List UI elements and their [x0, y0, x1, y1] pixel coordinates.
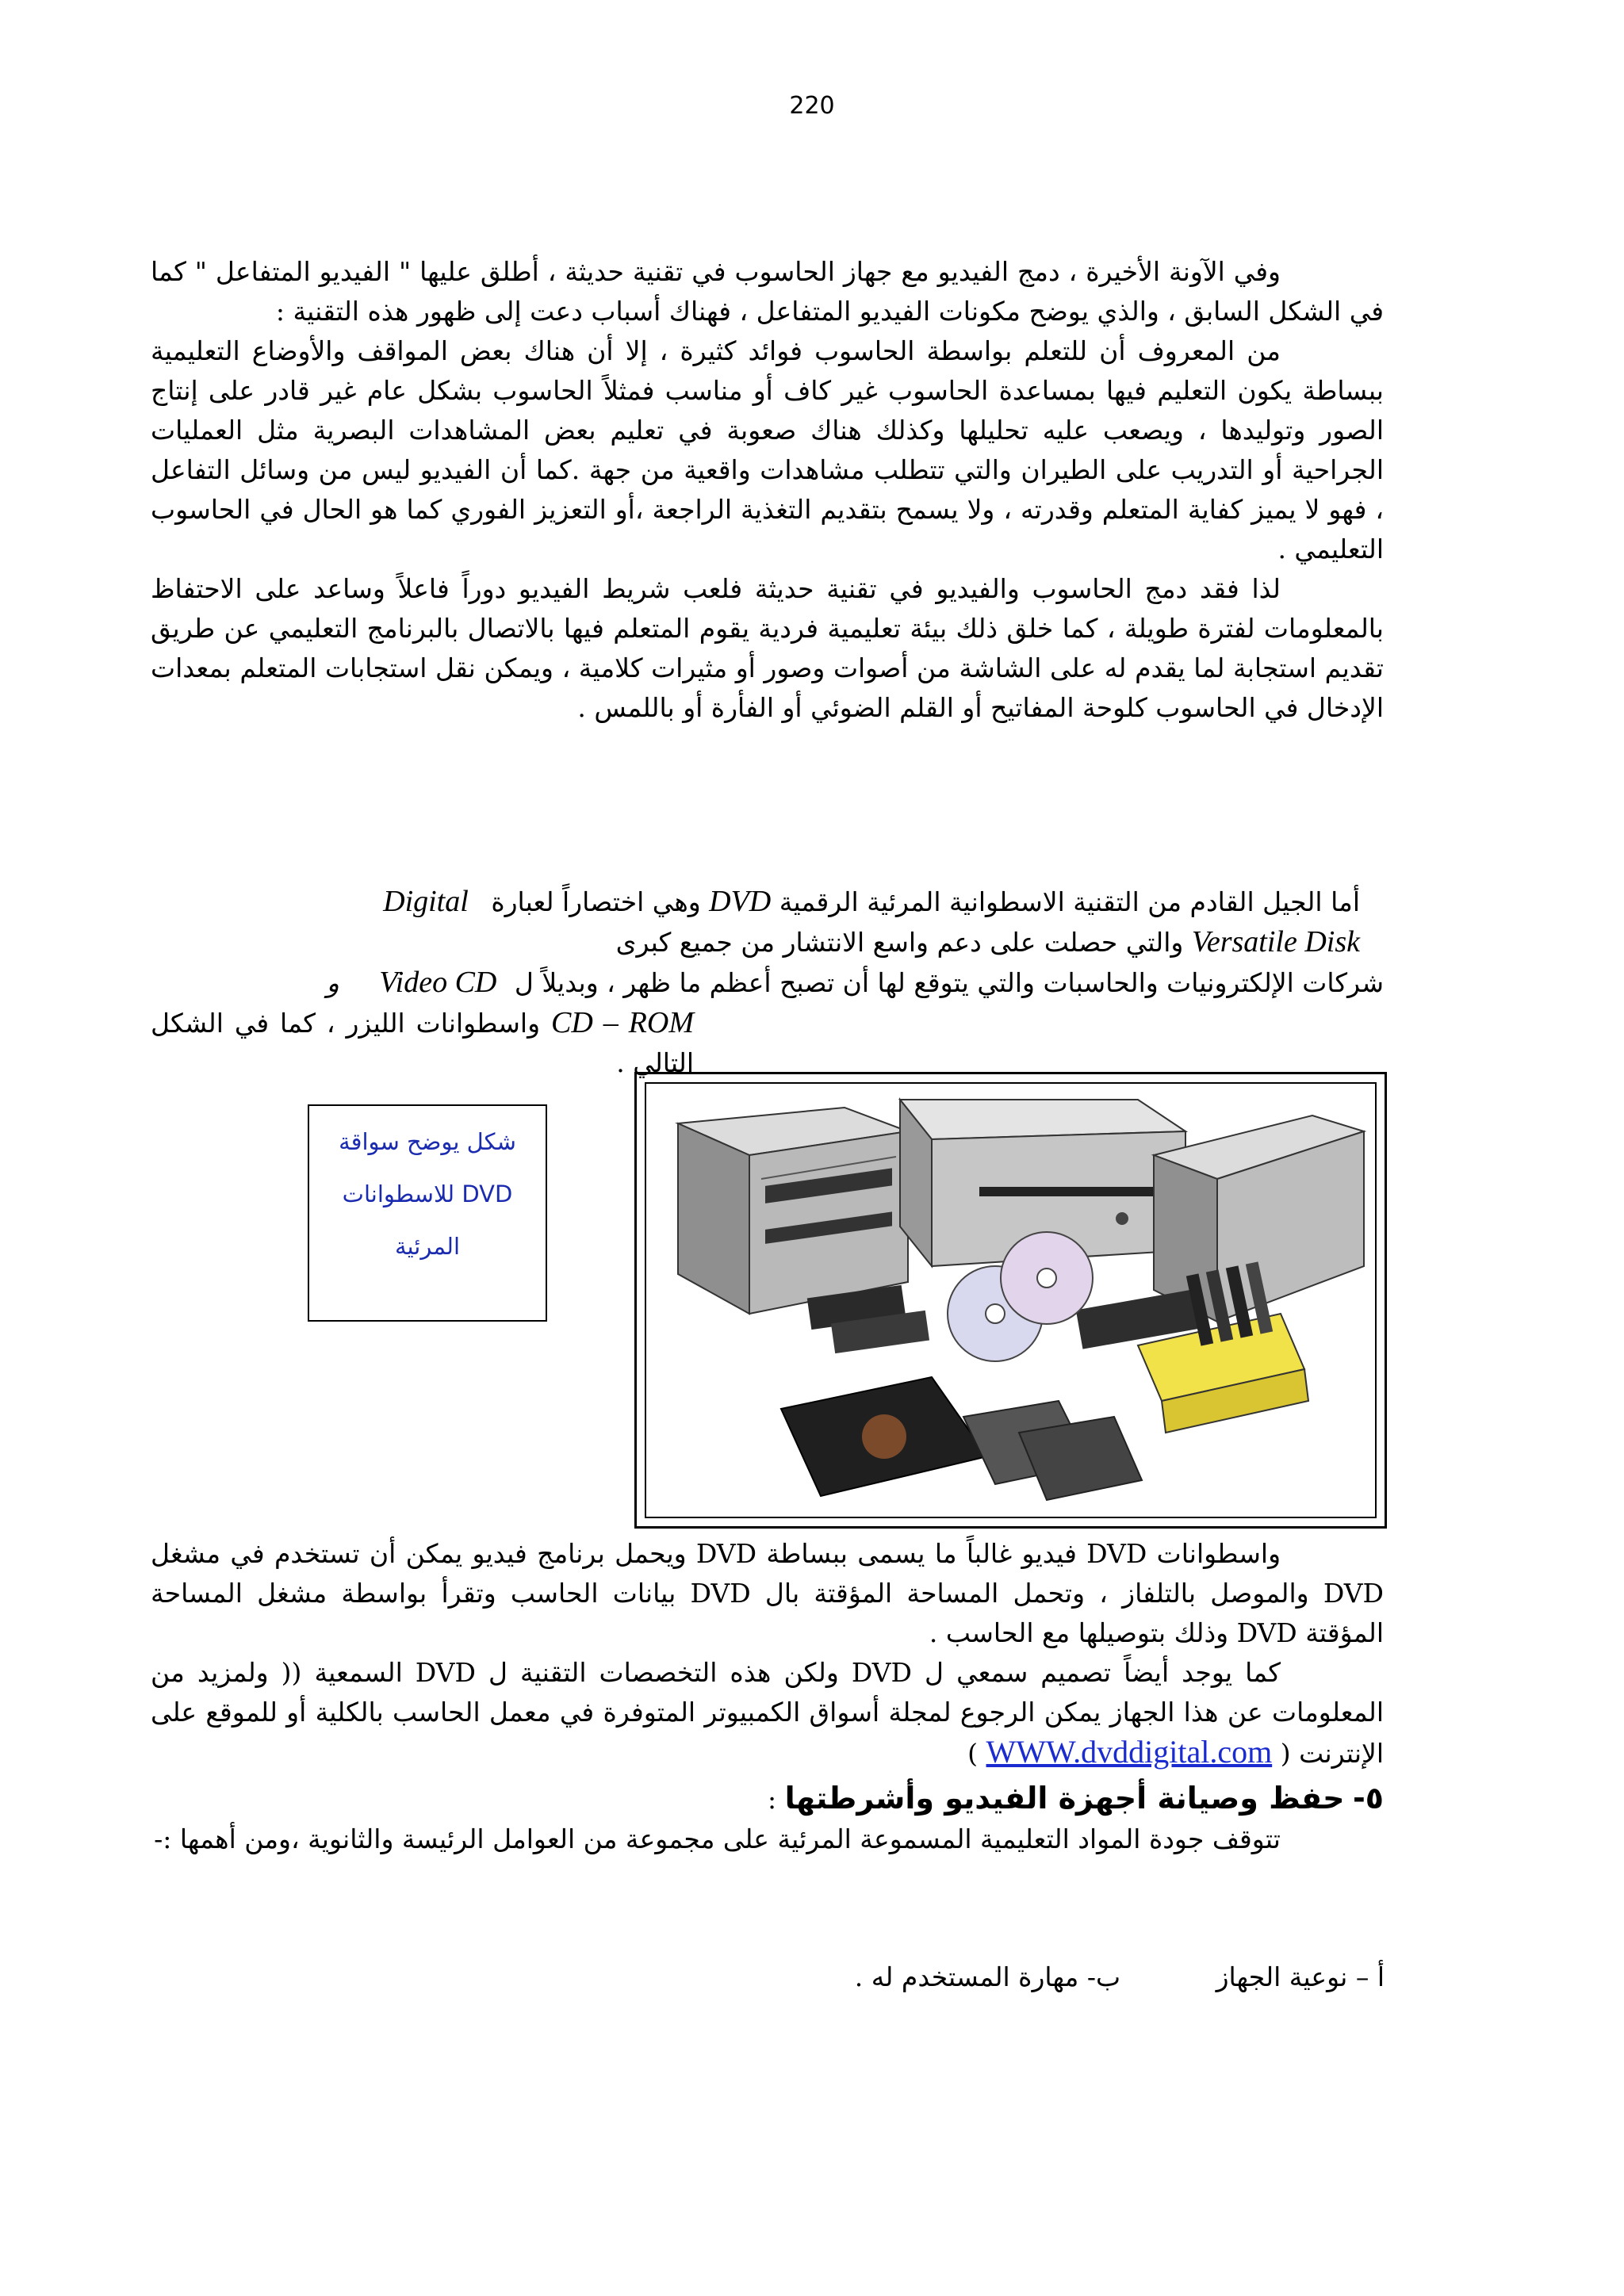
figure-caption-box	[308, 1104, 547, 1322]
left-drive-unit	[678, 1108, 908, 1314]
section-colon: :	[768, 1784, 777, 1815]
section-heading	[151, 1778, 1384, 1820]
figure-caption-line-1: شكل يوضح سواقة	[339, 1128, 516, 1155]
paragraph-dvd-video: واسطوانات DVD فيديو غالباً ما يسمى ببساطة DVD ويحمل برنامج فيديو يمكن أن تستخدم في مشغل DVD والموصل بالتلفاز ، وتحمل المساحة المؤقتة بال DVD بيانات الحاسب وتقرأ بواسطة مشغل المساحة المؤقتة DVD وذلك بتوصيلها مع الحاسب .	[151, 1538, 1384, 1648]
page-number: 220	[789, 92, 835, 120]
figure-caption-line-2: DVD للاسطوانات	[342, 1181, 513, 1207]
dvd-intro-line-3: شركات الإلكترونيات والحاسبات والتي يتوقع لها أن تصبح أعظم ما ظهر ، وبديلاً ل Video CD و	[326, 966, 1384, 999]
floppy-disks	[781, 1377, 1142, 1500]
paragraph-computer-learning: من المعروف أن للتعلم بواسطة الحاسوب فوائد كثيرة ، إلا أن هناك بعض المواقف والأوضاع التعليمية ببساطة يكون التعليم فيها بمساعدة الحاسوب غير كاف أو مناسب فمثلاً الحاسوب بشكل عام غير قادر على إنتاج الصور وتوليدها ، ويصعب عليه تحليلها وكذلك هناك صعوبة في تعليم بعض المشاهدات البصرية مثل العمليات الجراحية أو التدريب على الطيران والتي تتطلب مشاهدات واقعية من جهة .كما أن الفيديو ليس من وسائل التفاعل ، فهو لا يميز كفاية المتعلم وقدرته ، ولا يسمح بتقديم التغذية الراجعة ،أو التعزيز الفوري كما هو الحال في الحاسوب التعليمي .	[151, 335, 1384, 564]
dvd-drives-illustration	[645, 1082, 1377, 1518]
factor-b: ب- مهارة المستخدم له .	[854, 1961, 1121, 1992]
dvd-intro-block	[151, 882, 1384, 1083]
section-title: حفظ وصيانة أجهزة الفيديو وأشرطتها	[784, 1781, 1345, 1816]
body-text-block-2	[151, 1534, 1384, 1859]
dvd-intro-line-4: CD – ROM واسطوانات الليزر ، كما في الشكل التالي .	[151, 1006, 694, 1078]
paragraph-dvd-audio: كما يوجد أيضاً تصميم سمعي ل DVD ولكن هذه التخصصات التقنية ل DVD السمعية (( ولمزيد من المعلومات عن هذا الجهاز يمكن الرجوع لمجلة أسواق الكمبيوتر المتوفرة في معمل الحاسب بالكلية أو للموقع على الإنترنت ( WWW.dvddigital.com )	[151, 1657, 1384, 1770]
figure-frame	[634, 1072, 1387, 1529]
body-text-block-1	[151, 252, 1384, 728]
factor-list	[592, 1961, 1385, 1992]
paragraph-video-computer-merge: لذا فقد دمج الحاسوب والفيديو في تقنية حديثة فلعب شريط الفيديو دوراً فاعلاً وساعد على الاحتفاظ بالمعلومات لفترة طويلة ، كما خلق ذلك بيئة تعليمية فردية يقوم المتعلم فيها بالاتصال بالبرنامج التعليمي عن طريق تقديم استجابة لما يقدم له على الشاشة من أصوات وصور أو مثيرات كلامية ، ويمكن نقل استجابات المتعلم بمعدات الإدخال في الحاسوب كلوحة المفاتيح أو القلم الضوئي أو الفأرة أو باللمس .	[151, 573, 1384, 723]
figure-caption-line-3: المرئية	[394, 1233, 461, 1260]
dvd-drives-svg	[646, 1084, 1375, 1517]
paragraph-quality-factors: تتوقف جودة المواد التعليمية المسموعة المرئية على مجموعة من العوامل الرئيسة والثانوية ،ومن أهمها :-	[154, 1823, 1281, 1854]
website-link[interactable]: WWW.dvddigital.com	[986, 1734, 1273, 1770]
dvd-intro-line-1: أما الجيل القادم من التقنية الاسطوانية المرئية الرقمية DVD وهي اختصاراً لعبارة Digital	[383, 885, 1360, 918]
paragraph-interactive-video: وفي الآونة الأخيرة ، دمج الفيديو مع جهاز الحاسوب في تقنية حديثة ، أطلق عليها " الفيديو المتفاعل " كما في الشكل السابق ، والذي يوضح مكونات الفيديو المتفاعل ، فهناك أسباب دعت إلى ظهور هذه التقنية :	[151, 256, 1384, 327]
dvd-intro-line-2: Versatile Disk والتي حصلت على دعم واسع الانتشار من جميع كبرى	[615, 925, 1360, 959]
section-number: ٥-	[1353, 1781, 1384, 1816]
factor-a: أ – نوعية الجهاز	[1216, 1961, 1385, 1992]
